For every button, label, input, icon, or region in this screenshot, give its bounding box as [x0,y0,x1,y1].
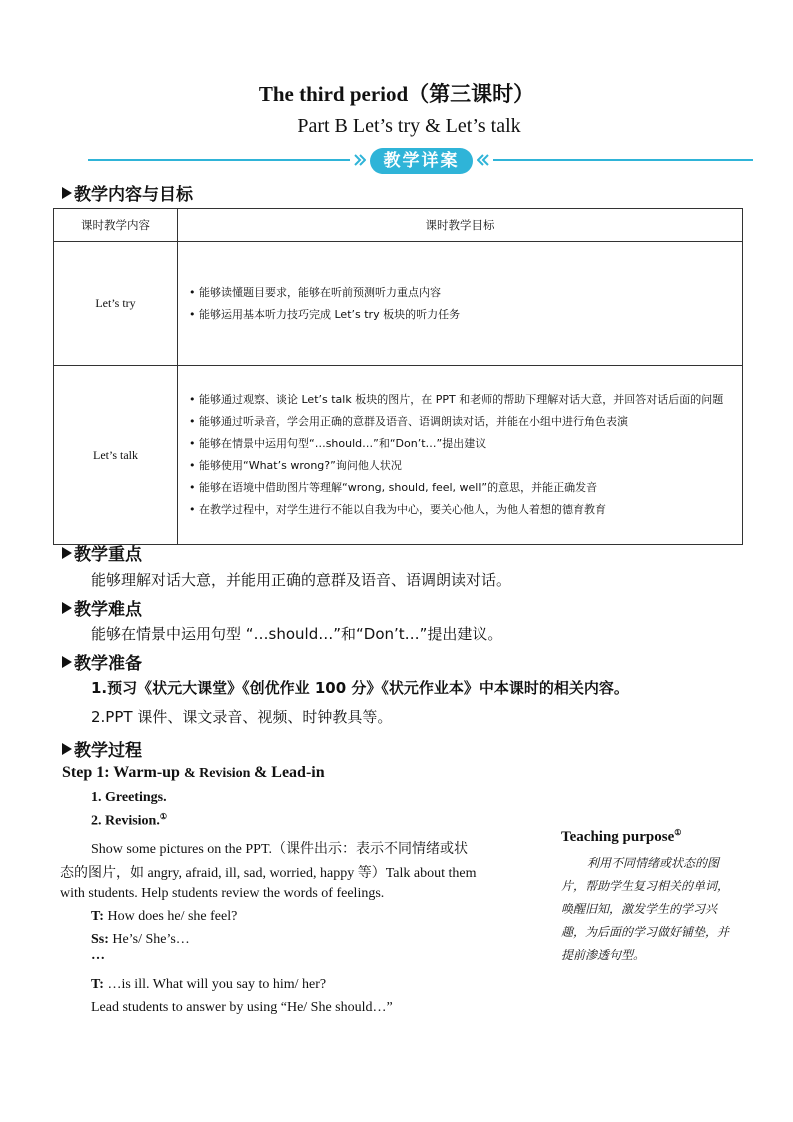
section-heading-key-points: 教学重点 [62,540,142,565]
goal-item: • 在教学过程中，对学生进行不能以自我为中心，要关心他人，为他人着想的德育教育 [189,499,731,521]
dialogue-ellipsis: … [91,948,105,963]
page-title: The third period（第三课时） [258,82,535,106]
table-row [54,242,743,366]
table-cell-content: Let’s talk [54,366,178,545]
banner-line-right [493,159,753,161]
double-chevron-right-icon [354,154,366,166]
table-header-row [54,209,743,242]
greetings-item: 1. Greetings. [91,790,167,805]
teaching-purpose-title: Teaching purpose① [561,828,682,845]
double-chevron-left-icon [477,154,489,166]
triangle-bullet-icon [62,187,72,199]
goals-table [53,208,743,545]
section-heading-difficult-points: 教学难点 [62,595,142,620]
triangle-bullet-icon [62,602,72,614]
table-header-cell: 课时教学目标 [178,209,743,242]
section-heading-process: 教学过程 [62,736,142,761]
lead-instruction: Lead students to answer by using “He/ She should…” [91,1000,393,1015]
preparation-item: 2.PPT 课件、课文录音、视频、时钟教具等。 [91,708,393,726]
goal-item: • 能够运用基本听力技巧完成 Let’s try 板块的听力任务 [189,304,731,326]
key-points-text: 能够理解对话大意，并能用正确的意群及语音、语调朗读对话。 [91,571,512,589]
table-cell-goals [178,242,743,366]
preparation-item: 1.预习《状元大课堂》《创优作业 100 分》《状元作业本》中本课时的相关内容。 [91,679,629,697]
section-heading-content-goals: 教学内容与目标 [62,180,193,205]
section-banner [88,148,753,174]
goal-item: • 能够通过观察、谈论 Let’s talk 板块的图片，在 PPT 和老师的帮助下理解对话大意，并回答对话后面的问题 [189,389,731,411]
table-cell-content: Let’s try [54,242,178,366]
banner-line-left [88,159,350,161]
triangle-bullet-icon [62,656,72,668]
banner-label: 教学详案 [370,148,473,174]
goal-item: • 能够在语境中借助图片等理解“wrong, should, feel, well”的意思，并能正确发音 [189,477,731,499]
goal-item: • 能够使用“What’s wrong?”询问他人状况 [189,455,731,477]
banner-badge [350,148,493,174]
goal-item: • 能够通过听录音，学会用正确的意群及语音、语调朗读对话，并能在小组中进行角色表演 [189,411,731,433]
revision-paragraph-line: with students. Help students review the words of feelings. [60,886,385,901]
difficult-points-text: 能够在情景中运用句型 “…should…”和“Don’t…”提出建议。 [91,625,503,643]
table-cell-goals [178,366,743,545]
page-subtitle: Part B Let’s try & Let’s talk [297,115,521,137]
table-row [54,366,743,545]
section-heading-preparation: 教学准备 [62,649,142,674]
teaching-purpose-body: 利用不同情绪或状态的图片，帮助学生复习相关的单词，唤醒旧知，激发学生的学习兴趣，为后面的学习做好铺垫，并提前渗透句型。 [561,856,730,962]
revision-paragraph-line: 态的图片，如 angry, afraid, ill, sad, worried, happy 等）Talk about them [60,866,477,881]
table-header-cell: 课时教学内容 [54,209,178,242]
revision-item: 2. Revision.① [91,812,168,829]
revision-paragraph-line: Show some pictures on the PPT.（课件出示：表示不同情绪或状 [91,842,468,857]
dialogue-line: T: …is ill. What will you say to him/ her? [91,977,327,992]
goal-item: • 能够在情景中运用句型“…should…”和“Don’t…”提出建议 [189,433,731,455]
dialogue-line: T: How does he/ she feel? [91,909,238,924]
goal-item: • 能够读懂题目要求，能够在听前预测听力重点内容 [189,282,731,304]
triangle-bullet-icon [62,547,72,559]
dialogue-line: Ss: He’s/ She’s… [91,932,190,947]
triangle-bullet-icon [62,743,72,755]
step-heading: Step 1: Warm-up & Revision & Lead-in [62,764,325,781]
